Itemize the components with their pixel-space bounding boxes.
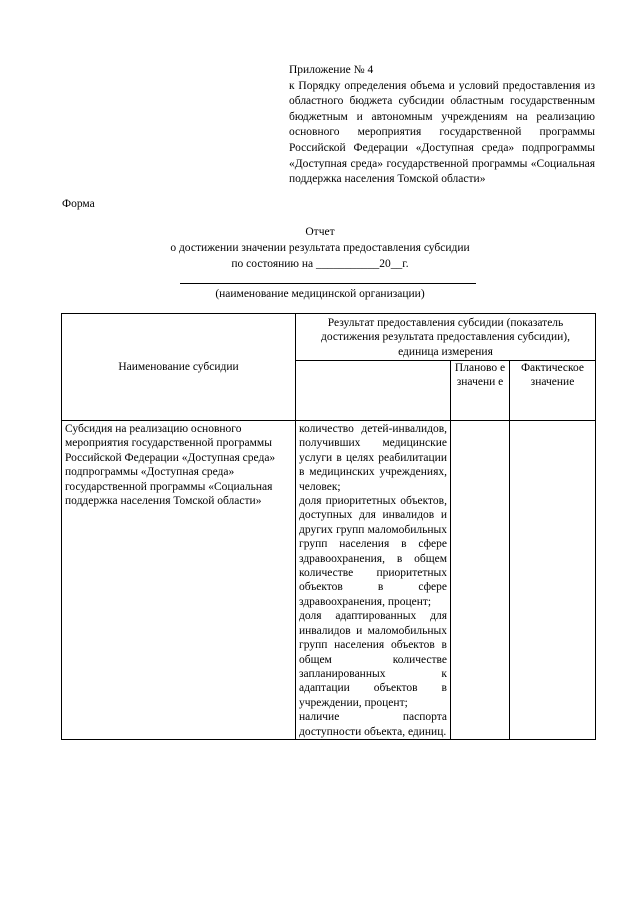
cell-indicators <box>296 421 451 740</box>
cell-actual-value[interactable] <box>510 421 596 740</box>
report-date-line: по состоянию на ___________20__г. <box>231 258 409 270</box>
table-header-row <box>62 314 596 361</box>
indicator-item: доля приоритетных объектов, доступных для инвалидов и других групп маломобильных групп населения в сфере здравоохранения, в общем количестве приоритетных объектов в сфере здравоохранения, процент; <box>299 495 447 608</box>
appendix-text: к Порядку определения объема и условий предоставления из областного бюджета субсидии областным государственным бюджетным и автономным учреждениям на реализацию основного мероприятия государственной программы Российской Федерации «Доступная среда» подпрограммы «Доступная среда» государственной программы «Социальная поддержка населения Томской области» <box>289 79 595 186</box>
form-label: Форма <box>62 198 95 210</box>
header-subsidy-name: Наименование субсидии <box>62 314 296 421</box>
organization-name-line <box>180 283 476 284</box>
report-title: Отчет <box>305 226 335 238</box>
header-indicator-blank <box>296 361 451 421</box>
table-row <box>62 421 596 740</box>
indicator-item: количество детей-инвалидов, получивших медицинские услуги в целях реабилитации в медицинских учреждениях, человек; <box>299 423 447 493</box>
cell-planned-value[interactable] <box>451 421 510 740</box>
header-result: Результат предоставления субсидии (показатель достижения результата предоставления субсидии), единица измерения <box>296 314 596 361</box>
header-actual-value: Фактическое значение <box>510 361 596 421</box>
appendix-block <box>289 63 595 188</box>
cell-subsidy-name: Субсидия на реализацию основного мероприятия государственной программы Российской Федерации «Доступная среда» подпрограммы «Доступная среда» государственной программы «Социальная поддержка населения Томской области» <box>62 421 296 740</box>
header-planned-value: Планово е значени е <box>451 361 510 421</box>
appendix-title: Приложение № 4 <box>289 64 374 76</box>
report-table <box>61 313 596 740</box>
indicator-item: доля адаптированных для инвалидов и маломобильных групп населения объектов в общем количестве запланированных к адаптации объектов в учреждении, процент; <box>299 610 447 709</box>
report-subtitle: о достижении значении результата предоставления субсидии <box>170 242 470 254</box>
indicator-item: наличие паспорта доступности объекта, единиц. <box>299 711 447 738</box>
organization-caption: (наименование медицинской организации) <box>215 288 425 300</box>
